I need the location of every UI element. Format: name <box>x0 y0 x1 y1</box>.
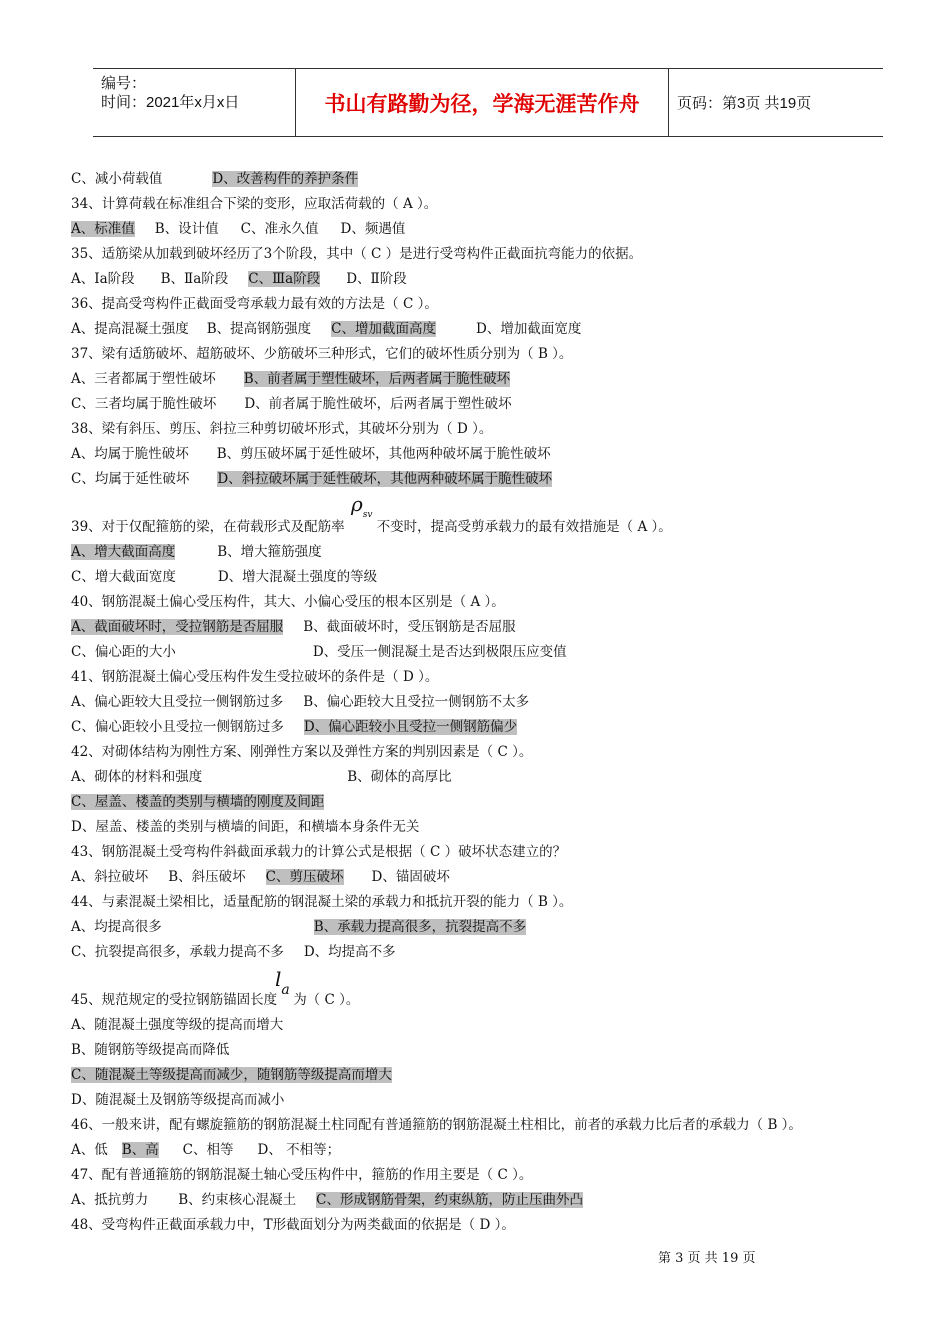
line-text: D、均提高不多 <box>303 944 396 960</box>
highlighted-answer: D、改善构件的养护条件 <box>212 171 359 187</box>
text-line <box>71 392 891 417</box>
header-motto: 书山有路勤为径，学海无涯苦作舟 <box>295 69 669 136</box>
page-footer: 第 3 页 共 19 页 <box>658 1251 756 1266</box>
highlighted-answer: D、偏心距较小且受拉一侧钢筋偏少 <box>303 719 518 735</box>
text-line <box>71 167 891 192</box>
line-text: 42、对砌体结构为刚性方案、刚弹性方案以及弹性方案的判别因素是（ C ）。 <box>71 744 533 760</box>
text-line <box>71 317 891 342</box>
text-line <box>71 367 891 392</box>
text-line <box>71 1038 891 1063</box>
line-text: B、砌体的高厚比 <box>347 769 452 785</box>
line-text: B、随钢筋等级提高而降低 <box>71 1042 230 1058</box>
time-label: 时间：2021年x月x日 <box>101 94 240 111</box>
text-line <box>71 765 891 790</box>
text-line <box>71 242 891 267</box>
text-line <box>71 1163 891 1188</box>
highlighted-answer: A、增大截面高度 <box>71 544 176 560</box>
text-line <box>71 1013 891 1038</box>
line-text: A、均提高很多 <box>71 919 162 935</box>
number-label: 编号： <box>101 75 147 92</box>
line-text: D、Ⅱ阶段 <box>346 271 407 287</box>
text-line <box>71 540 891 565</box>
line-text: D、增大混凝土强度的等级 <box>217 569 378 585</box>
line-text: D、锚固破坏 <box>371 869 450 885</box>
text-line <box>71 915 891 940</box>
line-text: 38、梁有斜压、剪压、斜拉三种剪切破坏形式，其破坏分别为（ D ）。 <box>71 421 493 437</box>
line-text: 35、适筋梁从加载到破坏经历了3个阶段，其中（ C ）是进行受弯构件正截面抗弯能力的依据。 <box>71 246 643 262</box>
highlighted-answer: C、随混凝土等级提高而减少，随钢筋等级提高而增大 <box>71 1067 392 1083</box>
text-line <box>71 790 891 815</box>
text-line <box>71 740 891 765</box>
text-line <box>71 690 891 715</box>
line-text: D、 不相等； <box>257 1142 341 1158</box>
text-line <box>71 467 891 492</box>
text-line <box>71 267 891 292</box>
text-line <box>71 492 891 540</box>
line-text: D、受压一侧混凝土是否达到极限压应变值 <box>312 644 567 660</box>
line-text: C、增大截面宽度 <box>71 569 176 585</box>
text-line <box>71 1088 891 1113</box>
highlighted-answer: A、截面破坏时，受拉钢筋是否屈服 <box>71 619 284 635</box>
text-line <box>71 565 891 590</box>
highlighted-answer: C、屋盖、楼盖的类别与横墙的刚度及间距 <box>71 794 325 810</box>
line-text: 36、提高受弯构件正截面受弯承载力最有效的方法是（ C ）。 <box>71 296 438 312</box>
line-text: A、三者都属于塑性破坏 <box>71 371 216 387</box>
text-line <box>71 217 891 242</box>
line-text: B、截面破坏时，受压钢筋是否屈服 <box>303 619 516 635</box>
line-text: D、频遇值 <box>340 221 406 237</box>
line-text: 43、钢筋混凝土受弯构件斜截面承载力的计算公式是根据（ C ）破坏状态建立的？ <box>71 844 567 860</box>
line-text: B、偏心距较大且受拉一侧钢筋不太多 <box>303 694 530 710</box>
question-list <box>71 167 891 1238</box>
text-line <box>71 417 891 442</box>
line-text: A、随混凝土强度等级的提高而增大 <box>71 1017 284 1033</box>
la-subscript: a <box>281 982 290 998</box>
highlighted-answer: A、标准值 <box>71 221 135 237</box>
line-text: 48、受弯构件正截面承载力中，T形截面划分为两类截面的依据是（ D ）。 <box>71 1217 515 1233</box>
text-line <box>71 815 891 840</box>
rho-subscript: sv <box>362 510 373 520</box>
highlighted-answer: C、形成钢筋骨架，约束纵筋，防止压曲外凸 <box>316 1192 584 1208</box>
line-text: A、Ⅰa阶段 <box>71 271 135 287</box>
text-line <box>71 890 891 915</box>
text-line <box>71 192 891 217</box>
line-text: D、前者属于脆性破坏，后两者属于塑性破坏 <box>244 396 512 412</box>
line-text: C、抗裂提高很多，承载力提高不多 <box>71 944 284 960</box>
text-line <box>71 1138 891 1163</box>
line-text: 不变时，提高受剪承载力的最有效措施是（ A ）。 <box>376 519 672 535</box>
rho-sv-symbol <box>351 492 372 528</box>
highlighted-answer: B、高 <box>121 1142 159 1158</box>
line-text: 为（ C ）。 <box>293 992 360 1008</box>
line-text: B、提高钢筋强度 <box>206 321 312 337</box>
text-line <box>71 442 891 467</box>
header-page-info: 页码：第3页 共19页 <box>677 95 812 112</box>
line-text: C、偏心距的大小 <box>71 644 176 660</box>
line-text: A、砌体的材料和强度 <box>71 769 203 785</box>
line-text: B、约束核心混凝土 <box>178 1192 297 1208</box>
line-text: B、斜压破坏 <box>168 869 246 885</box>
text-line <box>71 965 891 1013</box>
line-text: B、剪压破坏属于延性破坏，其他两种破坏属于脆性破坏 <box>216 446 551 462</box>
la-symbol <box>275 967 290 1003</box>
line-text: 34、计算荷载在标准组合下梁的变形，应取活荷载的（ A ）。 <box>71 196 438 212</box>
text-line <box>71 342 891 367</box>
line-text: C、均属于延性破坏 <box>71 471 190 487</box>
line-text: D、屋盖、楼盖的类别与横墙的间距，和横墙本身条件无关 <box>71 819 420 835</box>
text-line <box>71 292 891 317</box>
line-text: C、准永久值 <box>240 221 319 237</box>
line-text: C、偏心距较小且受拉一侧钢筋过多 <box>71 719 284 735</box>
rho-main: ρ <box>351 492 363 516</box>
highlighted-answer: B、前者属于塑性破坏，后两者属于脆性破坏 <box>243 371 511 387</box>
line-text: A、均属于脆性破坏 <box>71 446 189 462</box>
header-meta <box>101 69 293 136</box>
text-line <box>71 1188 891 1213</box>
line-text: A、抵抗剪力 <box>71 1192 149 1208</box>
line-text: 45、规范规定的受拉钢筋锚固长度 <box>71 992 278 1008</box>
line-text: 46、一般来讲，配有螺旋箍筋的钢筋混凝土柱同配有普通箍筋的钢筋混凝土柱相比，前者的承载力比后者的承载力（ B ）。 <box>71 1117 802 1133</box>
text-line <box>71 840 891 865</box>
highlighted-answer: C、增加截面高度 <box>331 321 437 337</box>
text-line <box>71 590 891 615</box>
line-text: D、增加截面宽度 <box>476 321 582 337</box>
text-line <box>71 1113 891 1138</box>
highlighted-answer: B、承载力提高很多，抗裂提高不多 <box>313 919 527 935</box>
highlighted-answer: C、Ⅲa阶段 <box>248 271 321 287</box>
line-text: 44、与素混凝土梁相比，适量配筋的钢混凝土梁的承载力和抵抗开裂的能力（ B ）。 <box>71 894 573 910</box>
line-text: D、随混凝土及钢筋等级提高而减小 <box>71 1092 285 1108</box>
la-main: l <box>275 967 282 991</box>
line-text: 41、钢筋混凝土偏心受压构件发生受拉破坏的条件是（ D ）。 <box>71 669 439 685</box>
line-text: A、斜拉破坏 <box>71 869 149 885</box>
line-text: B、设计值 <box>154 221 219 237</box>
text-line <box>71 615 891 640</box>
line-text: B、增大箍筋强度 <box>217 544 322 560</box>
text-line <box>71 1063 891 1088</box>
line-text: A、提高混凝土强度 <box>71 321 189 337</box>
line-text: C、减小荷载值 <box>71 171 163 187</box>
text-line <box>71 640 891 665</box>
line-text: B、Ⅱa阶段 <box>160 271 229 287</box>
line-text: 37、梁有适筋破坏、超筋破坏、少筋破坏三种形式，它们的破坏性质分别为（ B ）。 <box>71 346 573 362</box>
line-text: A、低 <box>71 1142 108 1158</box>
line-text: C、三者均属于脆性破坏 <box>71 396 217 412</box>
line-text: 39、对于仅配箍筋的梁，在荷载形式及配筋率 <box>71 519 345 535</box>
line-text: 40、钢筋混凝土偏心受压构件，其大、小偏心受压的根本区别是（ A ）。 <box>71 594 505 610</box>
highlighted-answer: D、斜拉破坏属于延性破坏，其他两种破坏属于脆性破坏 <box>217 471 553 487</box>
page-header <box>93 68 883 137</box>
text-line <box>71 715 891 740</box>
text-line <box>71 940 891 965</box>
text-line <box>71 1213 891 1238</box>
highlighted-answer: C、剪压破坏 <box>265 869 344 885</box>
line-text: 47、配有普通箍筋的钢筋混凝土轴心受压构件中，箍筋的作用主要是（ C ）。 <box>71 1167 533 1183</box>
line-text: A、偏心距较大且受拉一侧钢筋过多 <box>71 694 284 710</box>
text-line <box>71 665 891 690</box>
text-line <box>71 865 891 890</box>
line-text: C、相等 <box>182 1142 234 1158</box>
